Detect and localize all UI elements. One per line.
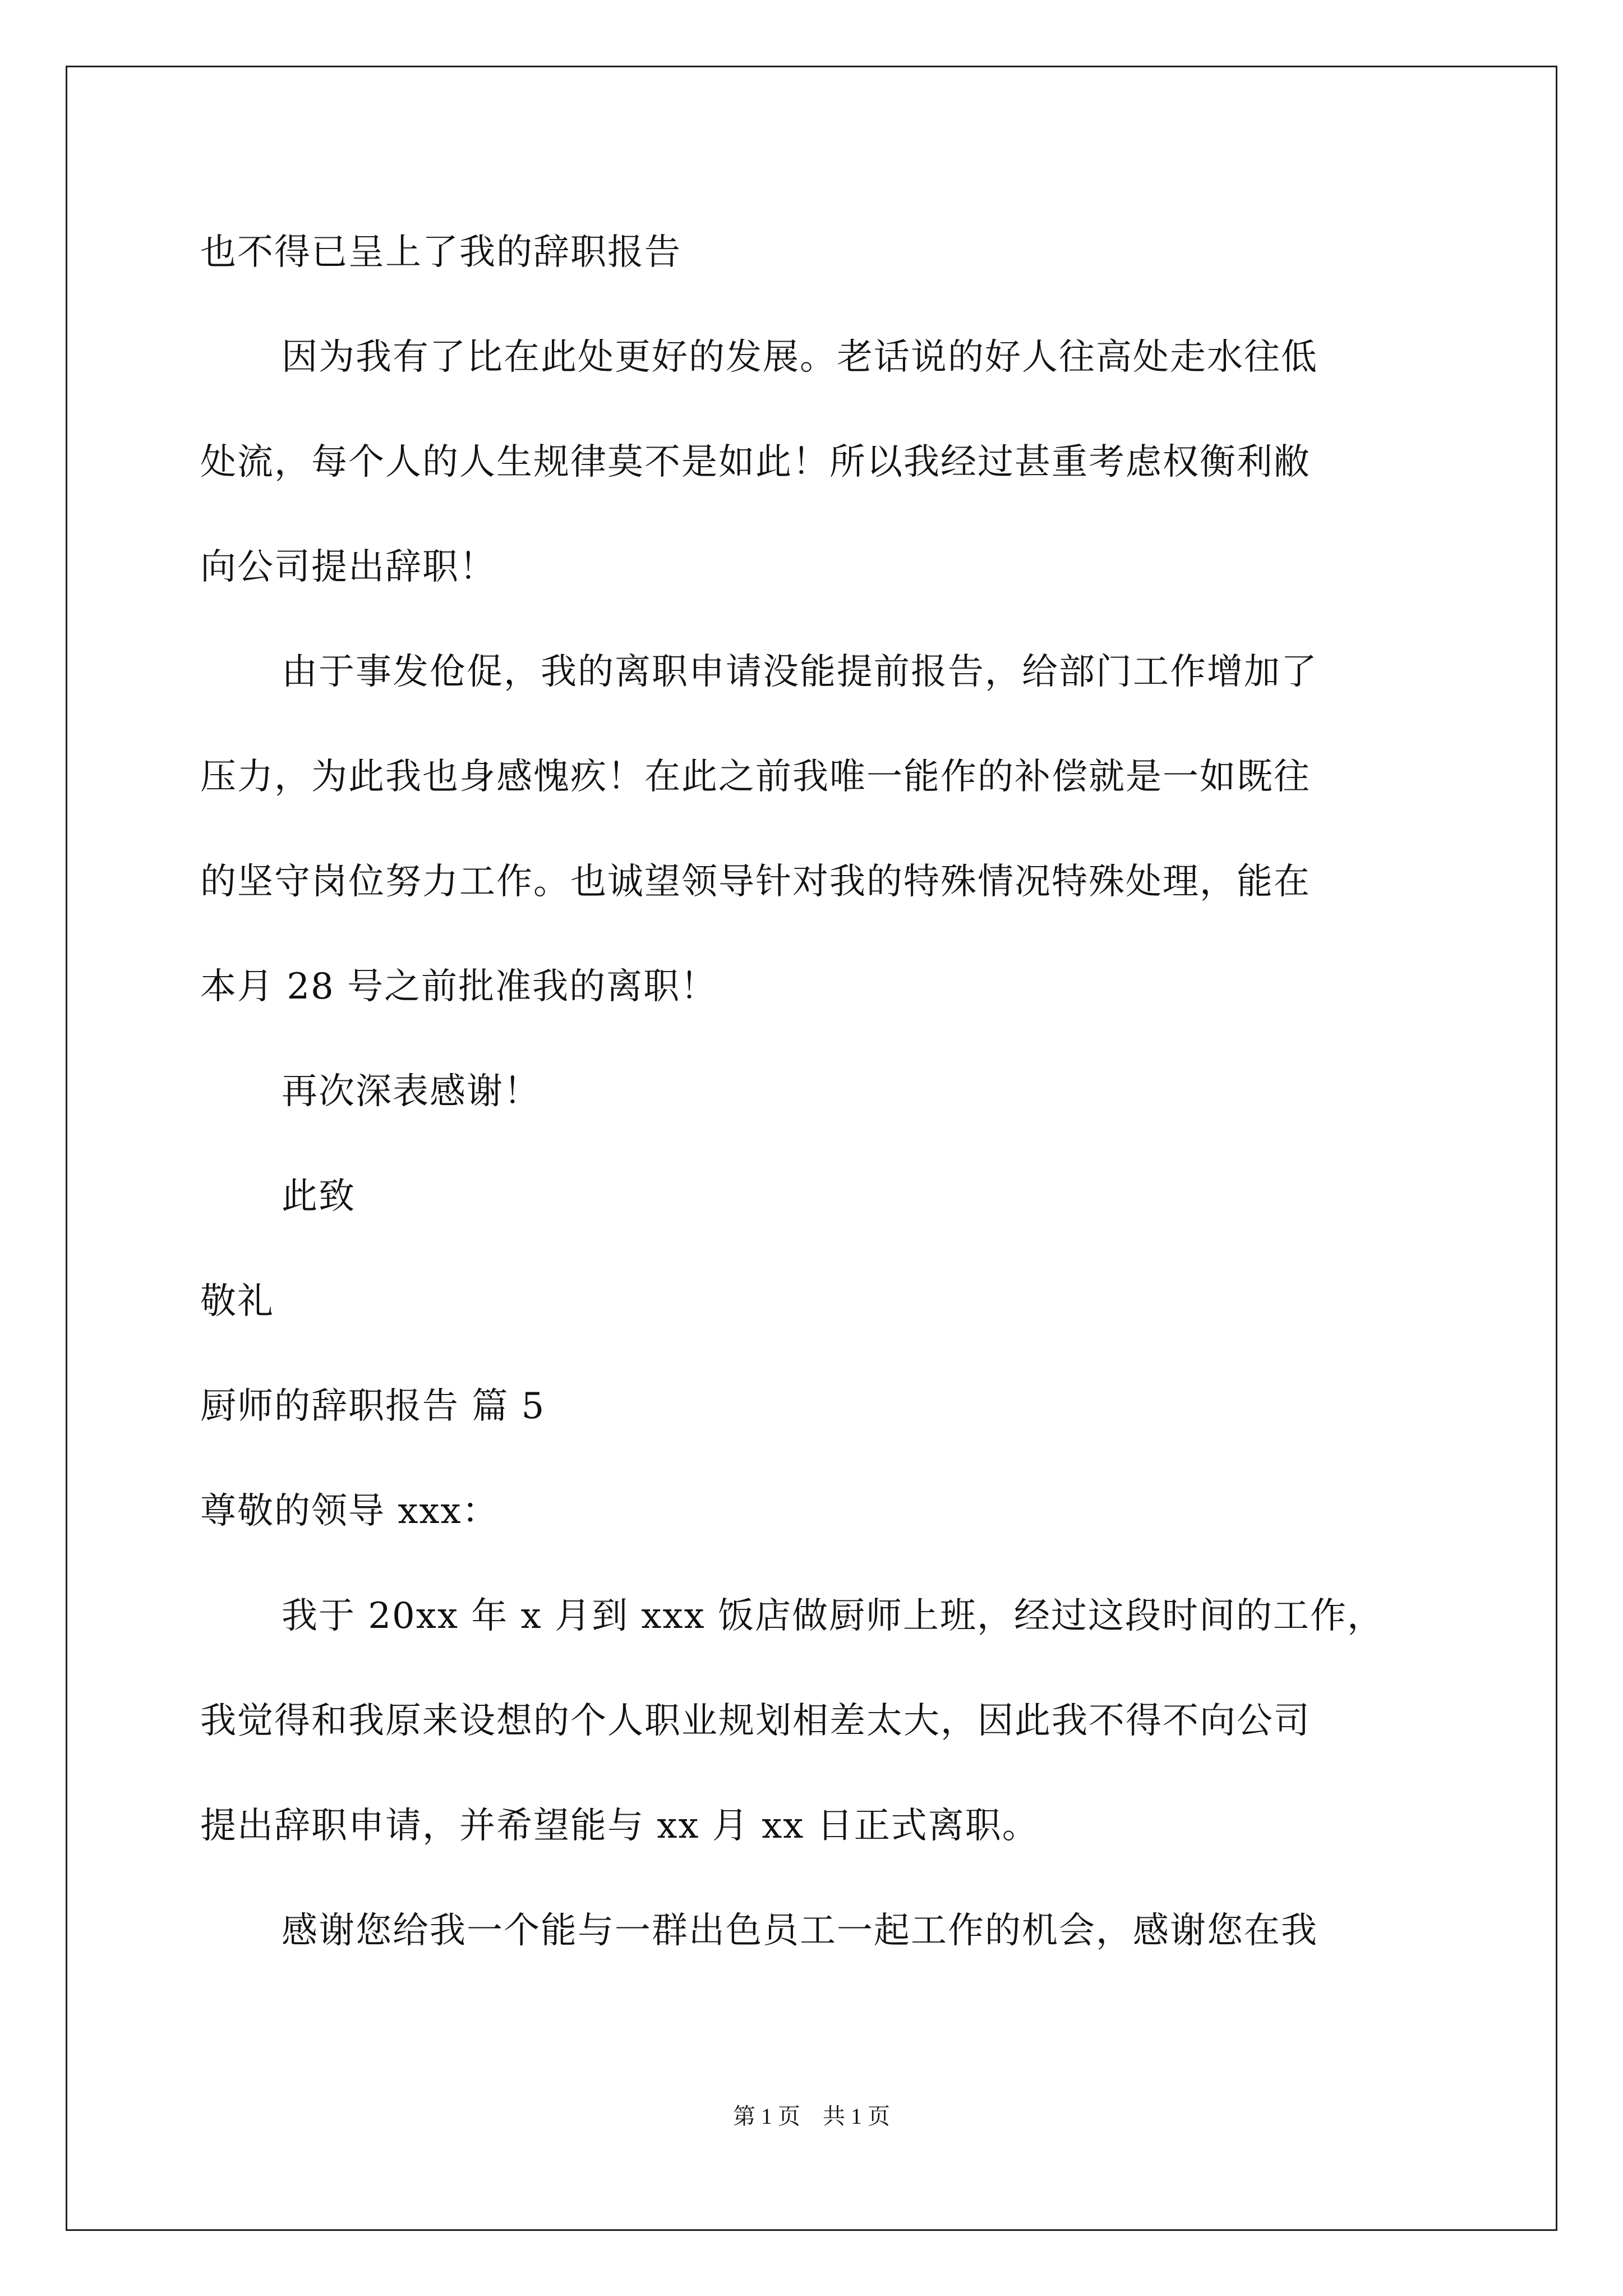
text-line-14: 我于 20xx 年 x 月到 xxx 饭店做厨师上班，经过这段时间的工作， — [282, 1595, 1385, 1637]
section-heading: 厨师的辞职报告 篇 5 — [200, 1386, 546, 1427]
text-line-1: 也不得已呈上了我的辞职报告 — [200, 232, 681, 273]
text-line-6: 压力，为此我也身感愧疚！在此之前我唯一能作的补偿就是一如既往 — [200, 756, 1311, 798]
text-line-8: 本月 28 号之前批准我的离职！ — [200, 966, 718, 1007]
text-line-7: 的坚守岗位努力工作。也诚望领导针对我的特殊情况特殊处理，能在 — [200, 861, 1311, 903]
text-line-9: 再次深表感谢！ — [282, 1071, 541, 1112]
text-line-3: 处流，每个人的人生规律莫不是如此！所以我经过甚重考虑权衡利敝 — [200, 441, 1311, 483]
text-line-11: 敬礼 — [200, 1281, 274, 1322]
salutation: 尊敬的领导 xxx： — [200, 1490, 499, 1532]
text-line-4: 向公司提出辞职！ — [200, 546, 496, 588]
page-border — [66, 66, 1557, 2231]
text-line-5: 由于事发伧促，我的离职申请没能提前报告，给部门工作增加了 — [282, 651, 1318, 693]
text-line-15: 我觉得和我原来设想的个人职业规划相差太大，因此我不得不向公司 — [200, 1700, 1311, 1742]
page-footer: 第 1 页 共 1 页 — [733, 2104, 890, 2129]
text-line-10: 此致 — [282, 1176, 356, 1217]
text-line-2: 因为我有了比在此处更好的发展。老话说的好人往高处走水往低 — [282, 337, 1318, 378]
text-line-16: 提出辞职申请，并希望能与 xx 月 xx 日正式离职。 — [200, 1805, 1039, 1847]
text-line-17: 感谢您给我一个能与一群出色员工一起工作的机会，感谢您在我 — [282, 1910, 1318, 1952]
